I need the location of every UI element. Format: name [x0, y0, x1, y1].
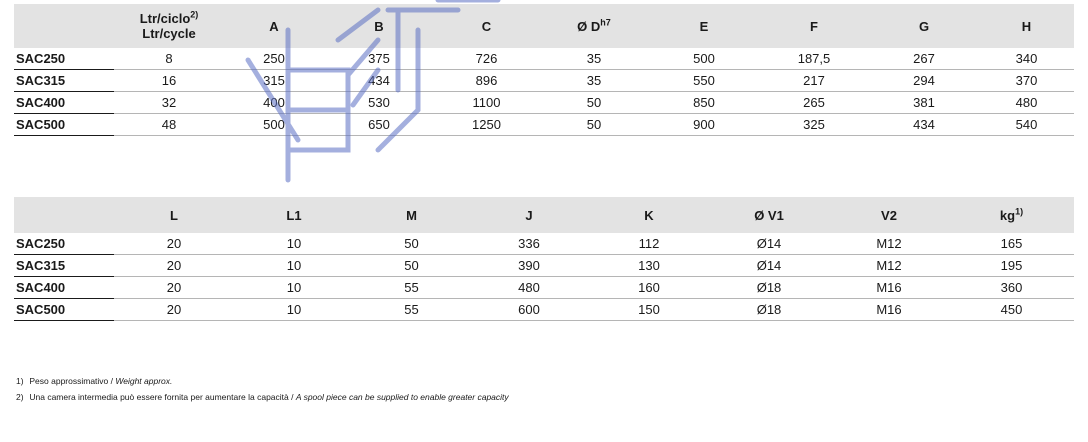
table-cell: M16: [829, 299, 949, 321]
footnote-text: Peso approssimativo /: [29, 376, 116, 386]
table-row: [14, 114, 1074, 136]
header-g: G: [869, 4, 979, 48]
table-cell: 340: [979, 48, 1074, 70]
table-cell: 267: [869, 48, 979, 70]
table-cell: 1250: [434, 114, 539, 136]
table-cell: 726: [434, 48, 539, 70]
row-model: SAC250: [14, 48, 114, 70]
header-ltr-cycle: Ltr/ciclo$^{2)}$ Ltr/cycle: [114, 4, 224, 48]
table-row: [14, 277, 1074, 299]
row-model: SAC400: [14, 277, 114, 299]
row-model: SAC315: [14, 255, 114, 277]
table-row: [14, 255, 1074, 277]
table-cell: 32: [114, 92, 224, 114]
table-cell: 294: [869, 70, 979, 92]
table-cell: 8: [114, 48, 224, 70]
table-row: [14, 70, 1074, 92]
table-cell: 530: [324, 92, 434, 114]
table-cell: 480: [469, 277, 589, 299]
table-cell: Ø14: [709, 255, 829, 277]
table-cell: 1100: [434, 92, 539, 114]
table-cell: 10: [234, 277, 354, 299]
table-cell: 434: [869, 114, 979, 136]
header-b: B: [324, 4, 434, 48]
header-corner: [14, 197, 114, 233]
footnote-translation: Weight approx.: [115, 376, 173, 386]
footnote-number: 2): [16, 392, 24, 402]
table-cell: 600: [469, 299, 589, 321]
table-cell: 55: [354, 299, 469, 321]
table-cell: 10: [234, 255, 354, 277]
header-c: C: [434, 4, 539, 48]
header-f: F: [759, 4, 869, 48]
table-cell: 20: [114, 277, 234, 299]
header-v1: Ø V1: [709, 197, 829, 233]
table-cell: M12: [829, 233, 949, 255]
table-cell: 360: [949, 277, 1074, 299]
footnote-number: 1): [16, 376, 24, 386]
table-header-row: [14, 197, 1074, 233]
table-cell: 150: [589, 299, 709, 321]
table-cell: 10: [234, 233, 354, 255]
table-body: [14, 233, 1074, 321]
table-body: [14, 48, 1074, 136]
row-model: SAC315: [14, 70, 114, 92]
table-cell: 480: [979, 92, 1074, 114]
table-cell: 35: [539, 48, 649, 70]
table-cell: 187,5: [759, 48, 869, 70]
table-row: [14, 299, 1074, 321]
footnote-translation: A spool piece can be supplied to enable greater capacity: [295, 392, 509, 402]
table-cell: 381: [869, 92, 979, 114]
header-e: E: [649, 4, 759, 48]
table-cell: 50: [354, 233, 469, 255]
table-cell: 500: [649, 48, 759, 70]
table-cell: 112: [589, 233, 709, 255]
table-cell: 16: [114, 70, 224, 92]
table-cell: M16: [829, 277, 949, 299]
table-cell: 850: [649, 92, 759, 114]
row-model: SAC250: [14, 233, 114, 255]
table-cell: 35: [539, 70, 649, 92]
table-cell: M12: [829, 255, 949, 277]
table-cell: 650: [324, 114, 434, 136]
footnote-2: [16, 392, 509, 402]
table-cell: 130: [589, 255, 709, 277]
table-cell: 265: [759, 92, 869, 114]
table-cell: 165: [949, 233, 1074, 255]
header-v2: V2: [829, 197, 949, 233]
dimensions-table-1: [14, 4, 1074, 136]
row-model: SAC500: [14, 114, 114, 136]
table-cell: 50: [539, 114, 649, 136]
table-row: [14, 233, 1074, 255]
row-model: SAC400: [14, 92, 114, 114]
table-cell: 10: [234, 299, 354, 321]
table-cell: 900: [649, 114, 759, 136]
footnote-text: Una camera intermedia può essere fornita per aumentare la capacità /: [29, 392, 296, 402]
table-cell: 250: [224, 48, 324, 70]
table-cell: 896: [434, 70, 539, 92]
table-cell: 540: [979, 114, 1074, 136]
table-cell: 375: [324, 48, 434, 70]
footnotes: [16, 376, 509, 408]
header-j: J: [469, 197, 589, 233]
table-row: [14, 48, 1074, 70]
table-cell: 20: [114, 233, 234, 255]
table-cell: 20: [114, 299, 234, 321]
table-cell: 500: [224, 114, 324, 136]
table-row: [14, 92, 1074, 114]
table-cell: 55: [354, 277, 469, 299]
table-cell: 50: [539, 92, 649, 114]
header-corner: [14, 4, 114, 48]
table-cell: 217: [759, 70, 869, 92]
table-cell: 20: [114, 255, 234, 277]
table-cell: 50: [354, 255, 469, 277]
table-cell: 160: [589, 277, 709, 299]
table-cell: 315: [224, 70, 324, 92]
header-d: Ø $D^{h7}$: [539, 4, 649, 48]
row-model: SAC500: [14, 299, 114, 321]
table-cell: Ø14: [709, 233, 829, 255]
header-m: M: [354, 197, 469, 233]
header-k: K: [589, 197, 709, 233]
table-cell: 325: [759, 114, 869, 136]
header-l: L: [114, 197, 234, 233]
header-a: A: [224, 4, 324, 48]
header-kg: $kg^{1)}$: [949, 197, 1074, 233]
table-header-row: [14, 4, 1074, 48]
table-cell: Ø18: [709, 277, 829, 299]
table-cell: 336: [469, 233, 589, 255]
table-cell: 48: [114, 114, 224, 136]
table-cell: 434: [324, 70, 434, 92]
table-cell: 550: [649, 70, 759, 92]
table-cell: 390: [469, 255, 589, 277]
dimensions-table-2: [14, 197, 1074, 321]
table-cell: Ø18: [709, 299, 829, 321]
footnote-1: [16, 376, 509, 386]
header-h: H: [979, 4, 1074, 48]
table-cell: 195: [949, 255, 1074, 277]
table-cell: 370: [979, 70, 1074, 92]
table-cell: 400: [224, 92, 324, 114]
table-cell: 450: [949, 299, 1074, 321]
header-l1: L1: [234, 197, 354, 233]
